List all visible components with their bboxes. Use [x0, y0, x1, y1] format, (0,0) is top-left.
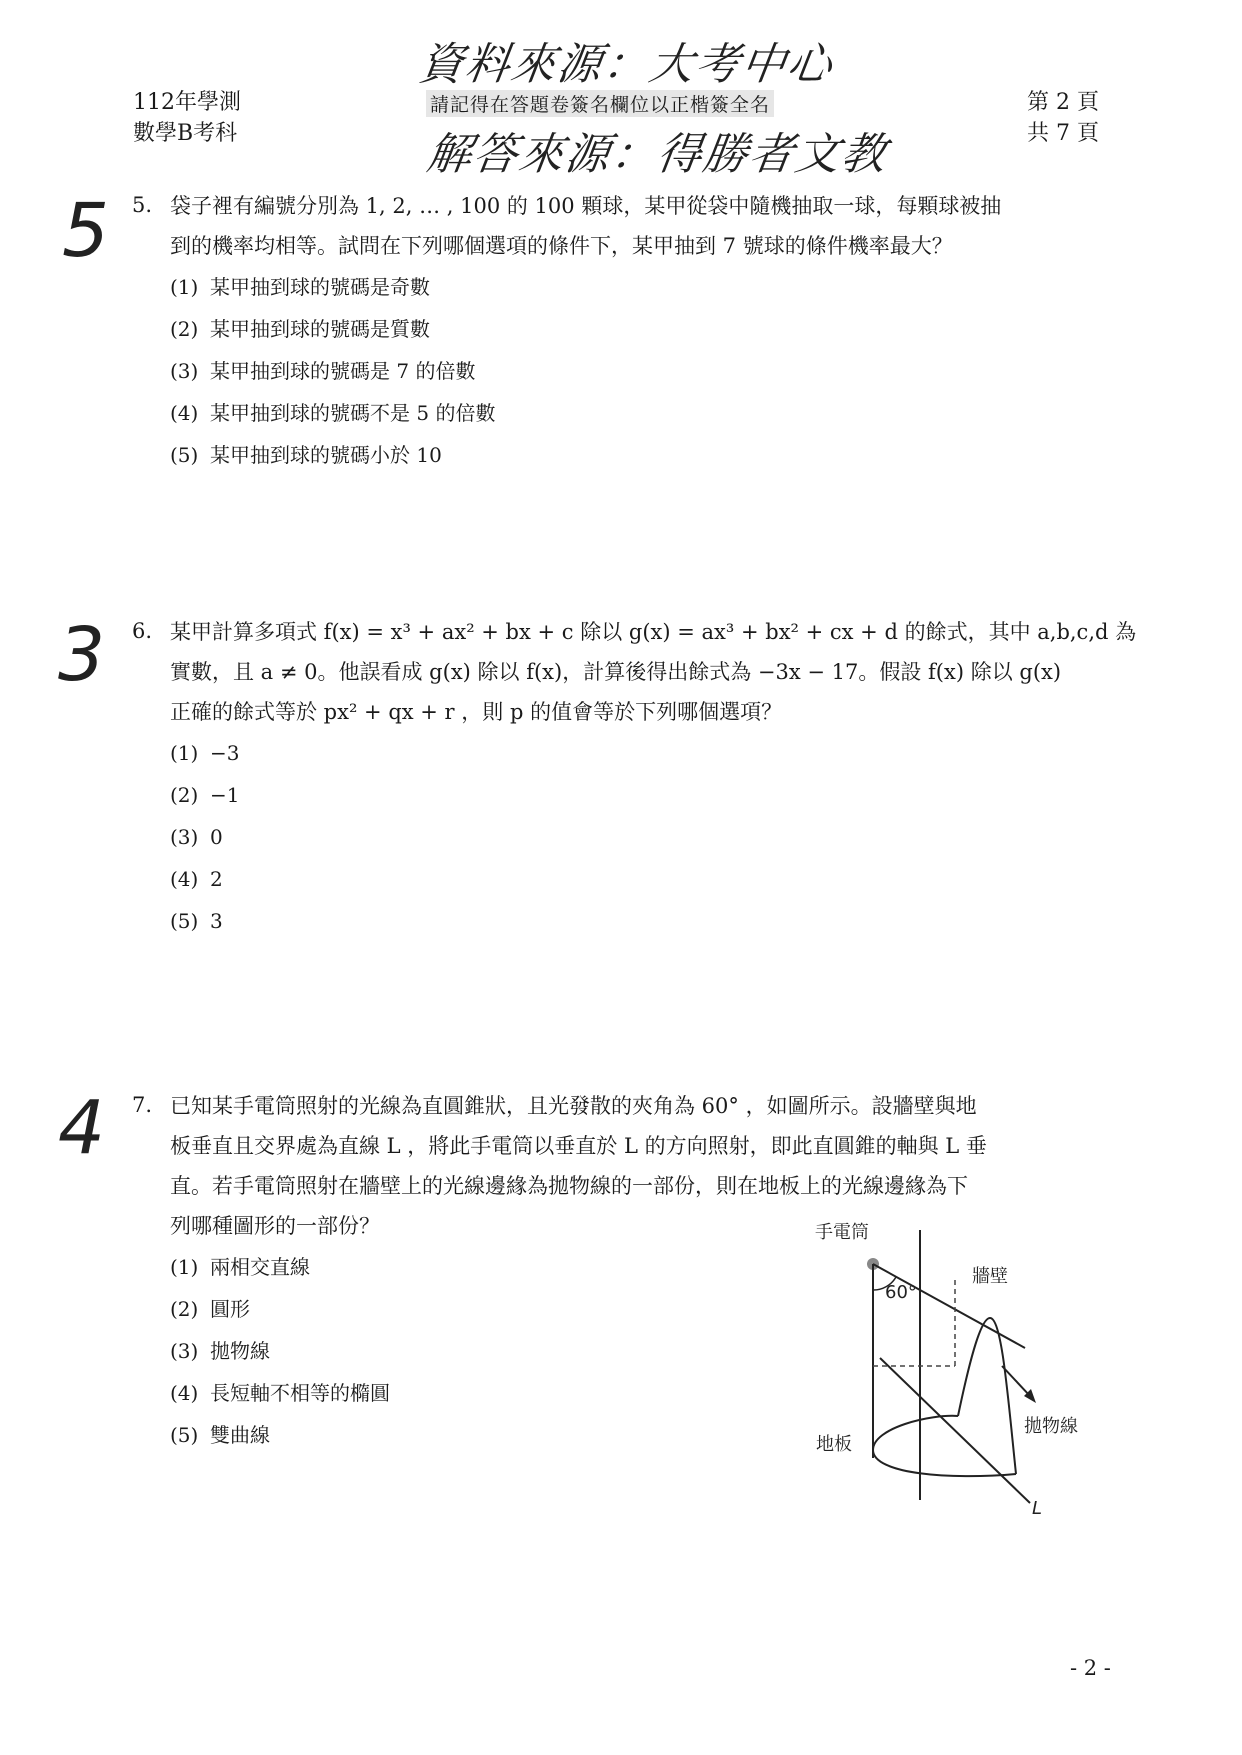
page-number: 第 2 頁: [1027, 90, 1099, 115]
question-text-line: 板垂直且交界處為直線 L ，將此手電筒以垂直於 L 的方向照射，即此直圓錐的軸與 L 垂: [170, 1134, 987, 1158]
handwritten-answer-q6: 3: [58, 612, 106, 698]
question-text-line: 列哪種圖形的一部份？: [170, 1214, 380, 1238]
label-angle: 60°: [885, 1282, 917, 1303]
option-5: (5) 3: [170, 909, 223, 933]
label-wall: 牆壁: [972, 1266, 1008, 1287]
option-3: (3) 某甲抽到球的號碼是 7 的倍數: [170, 359, 476, 383]
option-5: (5) 某甲抽到球的號碼小於 10: [170, 443, 442, 467]
question-number: 5.: [132, 193, 153, 217]
question-text-line: 正確的餘式等於 px² + qx + r ，則 p 的值會等於下列哪個選項？: [170, 700, 783, 724]
handwritten-source-data: 資料來源：大考中心: [415, 39, 837, 90]
page-total: 共 7 頁: [1027, 121, 1099, 146]
exam-year: 112年學測: [133, 90, 241, 115]
signature-notice: 請記得在答題卷簽名欄位以正楷簽全名: [426, 90, 774, 117]
flashlight-cone-figure: [780, 1218, 1120, 1518]
label-parabola: 拋物線: [1024, 1416, 1078, 1437]
option-3: (3) 拋物線: [170, 1339, 270, 1363]
exam-subject: 數學B考科: [133, 121, 238, 146]
option-4: (4) 某甲抽到球的號碼不是 5 的倍數: [170, 401, 496, 425]
page-footer-marker: - 2 -: [1070, 1656, 1111, 1680]
option-5: (5) 雙曲線: [170, 1423, 270, 1447]
option-2: (2) −1: [170, 783, 240, 807]
option-2: (2) 某甲抽到球的號碼是質數: [170, 317, 430, 341]
option-2: (2) 圓形: [170, 1297, 250, 1321]
question-number: 7.: [132, 1093, 153, 1117]
question-number: 6.: [132, 619, 153, 643]
option-1: (1) 兩相交直線: [170, 1255, 310, 1279]
question-text-line: 袋子裡有編號分別為 1, 2, … , 100 的 100 顆球，某甲從袋中隨機抽取一球，每顆球被抽: [170, 194, 1002, 218]
option-1: (1) 某甲抽到球的號碼是奇數: [170, 275, 430, 299]
question-text-line: 實數，且 a ≠ 0。他誤看成 g(x) 除以 f(x)，計算後得出餘式為 −3x − 17。假設 f(x) 除以 g(x): [170, 660, 1062, 684]
floor-curve: [873, 1416, 1016, 1476]
handwritten-answer-q5: 5: [62, 188, 110, 274]
junction-line-l: [880, 1358, 1030, 1503]
handwritten-source-answer: 解答來源：得勝者文教: [423, 129, 891, 180]
label-floor: 地板: [816, 1434, 852, 1455]
question-text-line: 到的機率均相等。試問在下列哪個選項的條件下，某甲抽到 7 號球的條件機率最大？: [170, 234, 953, 258]
label-line-l: L: [1032, 1498, 1043, 1518]
handwritten-answer-q7: 4: [58, 1085, 106, 1171]
option-4: (4) 長短軸不相等的橢圓: [170, 1381, 390, 1405]
question-text-line: 直。若手電筒照射在牆壁上的光線邊緣為拋物線的一部份，則在地板上的光線邊緣為下: [170, 1174, 968, 1198]
option-4: (4) 2: [170, 867, 223, 891]
option-3: (3) 0: [170, 825, 223, 849]
question-text-line: 某甲計算多項式 f(x) = x³ + ax² + bx + c 除以 g(x) = ax³ + bx² + cx + d 的餘式，其中 a,b,c,d 為: [170, 620, 1137, 644]
label-flashlight: 手電筒: [815, 1222, 869, 1243]
question-text-line: 已知某手電筒照射的光線為直圓錐狀，且光發散的夾角為 60° ，如圖所示。設牆壁與地: [170, 1094, 977, 1118]
parabola-curve: [958, 1318, 1016, 1474]
option-1: (1) −3: [170, 741, 240, 765]
